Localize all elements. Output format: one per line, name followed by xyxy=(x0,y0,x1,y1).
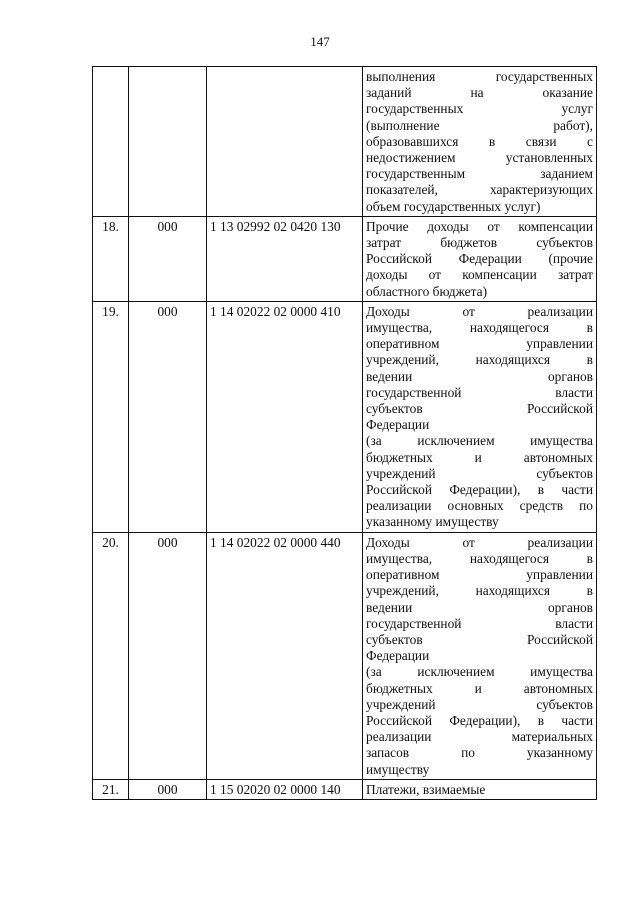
description-line: имуществу xyxy=(366,761,430,777)
description-line: Федерации xyxy=(366,417,430,433)
table-row xyxy=(93,216,597,301)
description-line: оперативном управлении xyxy=(366,336,593,352)
description-line: государственной власти xyxy=(366,384,593,400)
description-line: (выполнение работ), xyxy=(366,117,593,133)
revenue-description xyxy=(363,301,597,532)
description-line: имущества, находящегося в xyxy=(366,320,593,336)
revenue-description xyxy=(363,216,597,301)
description-line: заданий на оказание xyxy=(366,85,593,101)
description-line: Российской Федерации (прочие xyxy=(366,251,593,267)
description-line: доходы от компенсации затрат xyxy=(366,267,593,283)
description-line: Федерации xyxy=(366,648,430,664)
row-number: 18. xyxy=(93,216,129,301)
revenue-description xyxy=(363,67,597,217)
budget-classification-code xyxy=(207,67,363,217)
description-line: (за исключением имущества xyxy=(366,433,593,449)
administrator-code: 000 xyxy=(129,779,207,799)
description-line: (за исключением имущества xyxy=(366,664,593,680)
description-line: государственных услуг xyxy=(366,101,593,117)
description-line: реализации материальных xyxy=(366,729,593,745)
description-line: Доходы от реализации xyxy=(366,534,593,550)
table-row xyxy=(93,779,597,799)
description-line: учреждений, находящихся в xyxy=(366,352,593,368)
administrator-code: 000 xyxy=(129,216,207,301)
description-line: бюджетных и автономных xyxy=(366,449,593,465)
revenue-description xyxy=(363,779,597,799)
description-line: субъектов Российской xyxy=(366,401,593,417)
description-line: ведении органов xyxy=(366,599,593,615)
table-row xyxy=(93,67,597,217)
description-line: Российской Федерации), в части xyxy=(366,482,593,498)
row-number xyxy=(93,67,129,217)
description-line: субъектов Российской xyxy=(366,631,593,647)
row-number: 19. xyxy=(93,301,129,532)
description-line: Российской Федерации), в части xyxy=(366,712,593,728)
description-line: Платежи, взимаемые xyxy=(366,781,486,797)
description-line: затрат бюджетов субъектов xyxy=(366,235,593,251)
description-line: государственным заданием xyxy=(366,166,593,182)
description-line: запасов по указанному xyxy=(366,745,593,761)
description-line: выполнения государственных xyxy=(366,69,593,84)
budget-classification-code: 1 14 02022 02 0000 410 xyxy=(207,301,363,532)
description-line: ведении органов xyxy=(366,368,593,384)
description-line: бюджетных и автономных xyxy=(366,680,593,696)
budget-classification-code: 1 13 02992 02 0420 130 xyxy=(207,216,363,301)
budget-classification-code: 1 15 02020 02 0000 140 xyxy=(207,779,363,799)
description-line: учреждений субъектов xyxy=(366,696,593,712)
revenue-classification-table xyxy=(92,66,597,800)
budget-classification-code: 1 14 02022 02 0000 440 xyxy=(207,532,363,779)
row-number: 21. xyxy=(93,779,129,799)
description-line: областного бюджета) xyxy=(366,283,488,299)
row-number: 20. xyxy=(93,532,129,779)
administrator-code xyxy=(129,67,207,217)
description-line: показателей, характеризующих xyxy=(366,182,593,198)
description-line: государственной власти xyxy=(366,615,593,631)
description-line: Доходы от реализации xyxy=(366,303,593,319)
page-number: 147 xyxy=(310,34,330,49)
administrator-code: 000 xyxy=(129,301,207,532)
description-line: недостижением установленных xyxy=(366,150,593,166)
description-line: объем государственных услуг) xyxy=(366,198,541,214)
table-row xyxy=(93,301,597,532)
administrator-code: 000 xyxy=(129,532,207,779)
description-line: оперативном управлении xyxy=(366,567,593,583)
description-line: учреждений субъектов xyxy=(366,465,593,481)
description-line: реализации основных средств по xyxy=(366,498,593,514)
description-line: указанному имуществу xyxy=(366,514,499,530)
table-row xyxy=(93,532,597,779)
description-line: имущества, находящегося в xyxy=(366,550,593,566)
description-line: образовавшихся в связи с xyxy=(366,133,593,149)
description-line: учреждений, находящихся в xyxy=(366,583,593,599)
table-body xyxy=(93,67,597,800)
description-line: Прочие доходы от компенсации xyxy=(366,218,593,234)
revenue-description xyxy=(363,532,597,779)
